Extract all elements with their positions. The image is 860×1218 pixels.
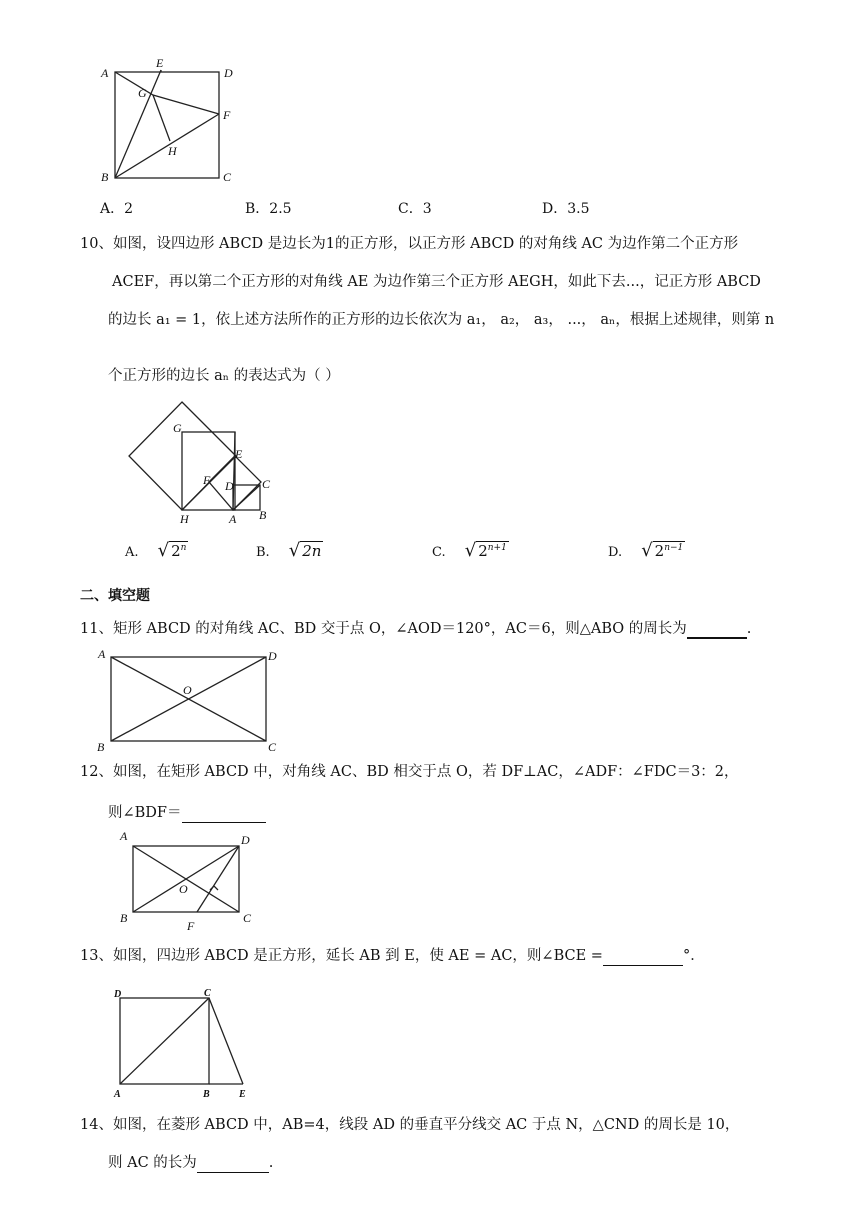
- q10-option-d-letter: D.: [608, 545, 623, 560]
- q11-answer-blank[interactable]: [687, 623, 747, 639]
- q9-line-gh: [153, 95, 170, 141]
- q13-label-d: D: [114, 989, 122, 1000]
- q14-question: 则 AC 的长为: [108, 1155, 197, 1171]
- q11-figure: [92, 645, 292, 755]
- q11-label-d: D: [268, 649, 277, 663]
- q12-label-c: C: [243, 911, 252, 925]
- q10-line3: 的边长 a₁ = 1，依上述方法所作的正方形的边长依次为 a₁， a₂， a₃， ...， aₙ，根据上述规律，则第 n: [108, 312, 775, 328]
- q13-text: [80, 946, 705, 966]
- q9-line-agf: [115, 72, 219, 114]
- q13-label-e: E: [239, 1089, 246, 1100]
- q14-line2: [108, 1153, 273, 1173]
- q11-text: [80, 619, 751, 639]
- q9-label-e: E: [156, 56, 164, 70]
- q10-label-e: E: [235, 447, 243, 461]
- q13-label-c: C: [204, 988, 211, 999]
- q10-option-a-radical: √ 2$^n$: [157, 540, 187, 561]
- q10-option-c-radical: √ $2^{n+1}$: [464, 540, 507, 561]
- q12-question: 则∠BDF＝: [108, 805, 182, 821]
- q10-option-a-letter: A.: [125, 545, 139, 560]
- q10-option-a[interactable]: [125, 540, 188, 563]
- q12-line2: [108, 803, 266, 823]
- q10-option-b-letter: B.: [256, 545, 270, 560]
- q9-option-d[interactable]: D．3.5: [542, 201, 590, 217]
- q13-diagonal-ac: [120, 998, 209, 1084]
- q9-label-b: B: [101, 170, 109, 184]
- q9-label-c: C: [223, 170, 232, 184]
- q12-label-a: A: [120, 829, 128, 843]
- q9-label-f: F: [223, 108, 231, 122]
- q11-label-a: A: [98, 647, 106, 661]
- q10-figure: [125, 398, 285, 528]
- q10-label-d: D: [225, 479, 234, 493]
- q10-label-f: F: [203, 473, 211, 487]
- q12-label-b: B: [120, 911, 128, 925]
- q10-option-d[interactable]: [608, 540, 685, 563]
- q11-label-b: B: [97, 740, 105, 754]
- q12-label-o: O: [179, 882, 188, 896]
- q13-question: 13、如图，四边形 ABCD 是正方形，延长 AB 到 E，使 AE = AC，则∠BCE =: [80, 948, 603, 964]
- q12-line-df: [197, 846, 239, 912]
- q9-line-bf: [115, 114, 219, 178]
- q11-label-c: C: [268, 740, 277, 754]
- q13-line-ce: [209, 998, 243, 1084]
- q10-label-a: A: [229, 512, 237, 526]
- q9-label-a: A: [101, 66, 109, 80]
- q13-label-b: B: [203, 1089, 210, 1100]
- q10-label-c: C: [262, 477, 271, 491]
- q12-label-d: D: [241, 833, 250, 847]
- q9-option-b[interactable]: B．2.5: [245, 201, 292, 217]
- q14-end: .: [268, 1155, 274, 1171]
- q10-option-b[interactable]: [256, 540, 323, 563]
- q10-line4: 个正方形的边长 aₙ 的表达式为（ ）: [108, 368, 340, 384]
- q9-square: [115, 72, 219, 178]
- q13-figure: [110, 985, 260, 1105]
- q12-answer-blank[interactable]: [182, 808, 266, 823]
- q9-option-c[interactable]: C．3: [398, 201, 432, 217]
- q12-label-f: F: [187, 919, 195, 933]
- q10-label-g: G: [173, 421, 182, 435]
- q9-figure: [98, 55, 248, 190]
- q11-end: .: [746, 621, 752, 637]
- q9-option-a[interactable]: A．2: [100, 201, 134, 217]
- q9-label-h: H: [168, 144, 177, 158]
- q10-square-aegh: [182, 432, 235, 510]
- q13-answer-blank[interactable]: [603, 951, 683, 966]
- q9-label-d: D: [224, 66, 233, 80]
- section-title-fill-in: 二、填空题: [80, 588, 150, 604]
- q13-label-a: A: [114, 1089, 121, 1100]
- q10-line1: 10、如图，设四边形 ABCD 是边长为1的正方形，以正方形 ABCD 的对角线 AC 为边作第二个正方形: [80, 236, 739, 252]
- q10-option-c-letter: C.: [432, 545, 446, 560]
- q11-label-o: O: [183, 683, 192, 697]
- q9-label-g: G: [138, 86, 147, 100]
- q14-answer-blank[interactable]: [197, 1158, 269, 1173]
- q10-label-b: B: [259, 508, 267, 522]
- q11-question: 11、矩形 ABCD 的对角线 AC、BD 交于点 O，∠AOD＝120°，AC＝6，则△ABO 的周长为: [80, 621, 687, 637]
- q10-option-c[interactable]: [432, 540, 509, 563]
- q13-end: °．: [682, 948, 705, 964]
- q12-figure: [115, 826, 265, 936]
- q10-option-b-radical: √ 2n: [288, 540, 322, 561]
- q14-line1: 14、如图，在菱形 ABCD 中，AB=4，线段 AD 的垂直平分线交 AC 于点 N，△CND 的周长是 10，: [80, 1117, 740, 1133]
- q12-line1: 12、如图，在矩形 ABCD 中，对角线 AC、BD 相交于点 O，若 DF⊥AC，∠ADF：∠FDC＝3：2，: [80, 764, 739, 780]
- q10-line2: ACEF，再以第二个正方形的对角线 AE 为边作第三个正方形 AEGH，如此下去...，记正方形 ABCD: [112, 274, 761, 290]
- q10-label-h: H: [180, 512, 189, 526]
- q10-option-d-radical: √ $2^{n-1}$: [641, 540, 684, 561]
